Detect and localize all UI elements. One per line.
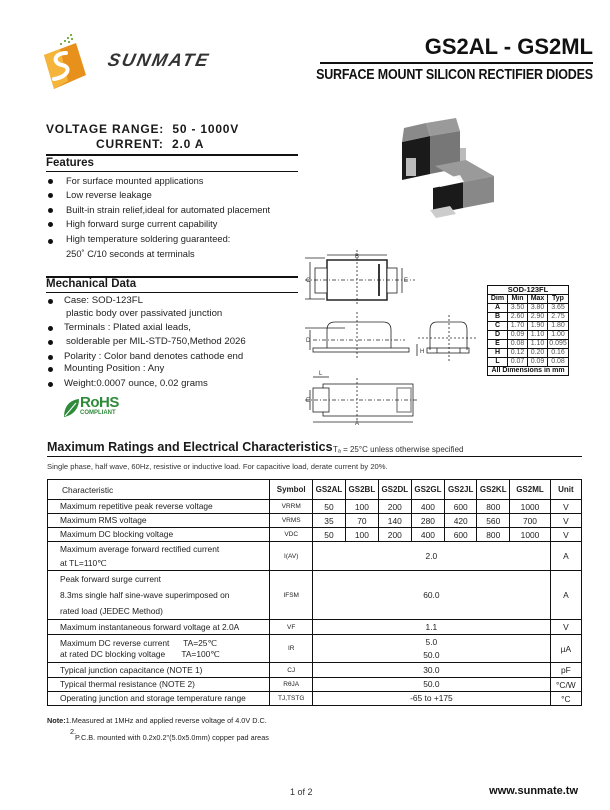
value-cell: 280 — [411, 514, 444, 528]
mech-item — [64, 351, 243, 362]
dim-table-row — [488, 322, 569, 331]
feature-text: For surface mounted applications — [66, 176, 204, 186]
bullet-icon — [48, 222, 53, 227]
feature-item — [66, 176, 203, 186]
bullet-icon — [48, 179, 53, 184]
brand-name: SUNMATE — [105, 50, 212, 70]
characteristic-cell — [48, 571, 270, 620]
mechanical-title: Mechanical Data — [46, 278, 137, 290]
dim-label-e2: E — [306, 398, 311, 404]
mechanical-list — [66, 295, 306, 395]
value-text: 60.0 — [423, 589, 440, 600]
dim-table-row — [488, 304, 569, 313]
ratings-row — [48, 528, 582, 542]
characteristic-text: Operating junction and storage temperature range — [60, 693, 246, 703]
shared-value-cell — [313, 678, 551, 692]
characteristic-text: Typical junction capacitance (NOTE 1) — [60, 664, 203, 675]
characteristic-cell — [48, 620, 270, 635]
note-2-number: 2. — [70, 727, 77, 736]
bullet-icon — [48, 239, 53, 244]
header-characteristic: Characteristic — [48, 480, 270, 500]
ratings-row — [48, 620, 582, 635]
header-part-number: GS2KL — [477, 480, 510, 500]
features-bottom-rule — [46, 171, 298, 172]
dim-value: 0.08 — [548, 358, 569, 367]
mech-item — [64, 322, 191, 333]
value-text: 50.0 — [423, 679, 440, 689]
ratings-title: Maximum Ratings and Electrical Characteristics — [47, 440, 333, 454]
current-value: 2.0 A — [172, 137, 205, 151]
feature-continuation: 250˚ C/10 seconds at terminals — [66, 249, 195, 259]
dimension-table — [487, 285, 569, 376]
dim-value: 0.12 — [508, 349, 528, 358]
dim-name: L — [488, 358, 508, 367]
characteristic-cell — [48, 663, 270, 678]
value-cell: 800 — [477, 528, 510, 542]
characteristic-text: Maximum instantaneous forward voltage at 2.0A — [60, 621, 240, 632]
header-unit: Unit — [550, 480, 581, 500]
rohs-title: RoHS — [80, 394, 119, 411]
mech-item — [64, 363, 164, 374]
header-part-number: GS2BL — [345, 480, 378, 500]
features-top-rule — [46, 154, 298, 156]
value-text: -65 to +175 — [410, 693, 453, 703]
feature-item — [66, 205, 270, 215]
mech-value: : Plated axial leads, — [105, 322, 191, 333]
header-part-number: GS2ML — [510, 480, 551, 500]
dim-label-e: E — [404, 278, 409, 284]
characteristic-text: rated load (JEDEC Method) — [60, 606, 163, 616]
value-cell: 400 — [411, 500, 444, 514]
note-1 — [47, 716, 267, 725]
shared-value-cell — [313, 620, 551, 635]
unit-cell: °C/W — [550, 678, 581, 692]
dim-value: 2.60 — [508, 313, 528, 322]
ratings-row — [48, 571, 582, 620]
dim-table-footer-row — [488, 367, 569, 376]
package-outline-drawing — [305, 250, 485, 425]
ratings-table-body — [48, 500, 582, 706]
mech-value: : Color band denotes cathode end — [96, 351, 244, 362]
symbol-cell: I(AV) — [270, 542, 313, 571]
document-title: GS2AL - GS2ML — [424, 34, 593, 59]
header-part-number: GS2GL — [411, 480, 444, 500]
dim-value: 0.095 — [549, 340, 567, 347]
ratings-row — [48, 542, 582, 571]
note-2-text: P.C.B. mounted with 0.2x0.2"(5.0x5.0mm) copper pad areas — [75, 733, 269, 742]
note-1-text: 1.Measured at 1MHz and applied reverse voltage of 4.0V D.C. — [65, 716, 267, 725]
characteristic-text: Maximum DC reverse current TA=25℃ — [60, 637, 217, 648]
dim-value: 1.10 — [528, 340, 548, 349]
value-cell: 420 — [445, 514, 477, 528]
mech-label: Mounting Position — [64, 363, 141, 374]
value-cell: 200 — [378, 500, 411, 514]
ratings-row — [48, 678, 582, 692]
features-list — [66, 176, 306, 266]
feature-item — [66, 234, 230, 244]
shared-value-cell — [313, 542, 551, 571]
dim-value: 3.65 — [548, 304, 569, 313]
mech-value: : Any — [140, 363, 165, 374]
dim-table-title: SOD-123FL — [488, 286, 569, 295]
features-title: Features — [46, 157, 94, 169]
header-part-number: GS2JL — [445, 480, 477, 500]
value-cell: 200 — [378, 528, 411, 542]
dim-label-a: A — [355, 421, 360, 425]
characteristic-text: at TL=110℃ — [60, 558, 107, 568]
dim-value: 1.80 — [548, 322, 569, 331]
feature-item — [66, 219, 217, 229]
value-text: 1.1 — [425, 621, 438, 632]
dim-table-row — [488, 340, 569, 349]
dim-name: B — [488, 313, 508, 322]
dim-name: A — [488, 304, 508, 313]
dim-label-l: L — [319, 371, 323, 377]
characteristic-cell — [48, 514, 270, 528]
note-label: Note: — [47, 716, 66, 725]
value-cell: 600 — [445, 500, 477, 514]
value-cell: 700 — [510, 514, 551, 528]
ratings-row — [48, 514, 582, 528]
value-text: 2.0 — [425, 550, 438, 561]
bullet-icon — [48, 299, 53, 304]
bullet-icon — [48, 355, 53, 360]
feature-text: High forward surge current capability — [66, 219, 218, 229]
sunmate-logo-icon — [40, 33, 88, 93]
characteristic-text: Typical thermal resistance (NOTE 2) — [60, 679, 195, 689]
value-cell: 100 — [345, 528, 378, 542]
dim-value: 0.20 — [528, 349, 548, 358]
feature-text: High temperature soldering guaranteed: — [66, 234, 231, 244]
value-cell: 800 — [477, 500, 510, 514]
dim-table-row — [488, 358, 569, 367]
dim-label-h: H — [420, 349, 425, 355]
value-cell: 600 — [445, 528, 477, 542]
unit-cell: A — [550, 571, 581, 620]
product-package-image — [400, 118, 502, 226]
dim-value: 1.70 — [508, 322, 528, 331]
unit-cell: V — [550, 514, 581, 528]
voltage-range — [46, 122, 239, 136]
rohs-badge — [62, 396, 142, 422]
symbol-cell: IFSM — [270, 571, 313, 620]
unit-cell: V — [550, 500, 581, 514]
characteristic-cell — [48, 692, 270, 706]
mech-item — [64, 295, 143, 306]
symbol-cell: VDC — [270, 528, 313, 542]
dim-label-c: C — [306, 278, 311, 284]
value-text: 5.0 — [425, 636, 438, 647]
value-cell: 1000 — [510, 528, 551, 542]
mech-value: SOD-123FL — [89, 295, 143, 306]
mech-label: Case: — [64, 295, 90, 306]
value-cell: 50 — [313, 528, 346, 542]
dim-header: Dim — [488, 295, 508, 304]
symbol-cell: CJ — [270, 663, 313, 678]
characteristic-text: Peak forward surge current — [60, 574, 162, 584]
header-part-number: GS2AL — [313, 480, 346, 500]
ratings-note: Single phase, half wave, 60Hz, resistive or inductive load. For capacitive load, derate current by 20%. — [47, 462, 388, 471]
current-label: CURRENT: — [96, 137, 164, 151]
dim-name: E — [488, 340, 508, 349]
dim-table-row — [488, 349, 569, 358]
dim-value: 2.75 — [548, 313, 569, 322]
unit-cell: V — [550, 620, 581, 635]
ratings-row — [48, 500, 582, 514]
characteristic-cell — [48, 500, 270, 514]
dim-table-row — [488, 313, 569, 322]
value-cell: 400 — [411, 528, 444, 542]
symbol-cell: TJ,TSTG — [270, 692, 313, 706]
ratings-header-row — [48, 480, 582, 500]
dim-label-b: B — [355, 254, 360, 260]
dim-value: 0.09 — [528, 358, 548, 367]
symbol-cell: VRRM — [270, 500, 313, 514]
current-rating — [96, 137, 204, 151]
shared-value-cell — [313, 635, 551, 663]
leaf-icon — [62, 398, 80, 418]
mech-value: Weight:0.0007 ounce, 0.02 grams — [64, 378, 208, 389]
mech-item: plastic body over passivated junction — [66, 308, 223, 319]
unit-cell: pF — [550, 663, 581, 678]
dim-value: 3.50 — [508, 304, 528, 313]
ratings-row — [48, 692, 582, 706]
symbol-cell: VRMS — [270, 514, 313, 528]
dim-value: 1.00 — [548, 331, 569, 340]
value-cell: 50 — [313, 500, 346, 514]
title-divider — [320, 62, 593, 64]
mech-value: solderable per MIL-STD-750,Method 2026 — [66, 336, 246, 347]
dim-value: 3.80 — [528, 304, 548, 313]
characteristic-text: Maximum average forward rectified current — [60, 544, 220, 554]
dim-value: 1.90 — [528, 322, 548, 331]
characteristic-cell — [48, 542, 270, 571]
value-cell: 70 — [345, 514, 378, 528]
ratings-row — [48, 663, 582, 678]
dim-table-footer: All Dimensions in mm — [488, 367, 569, 376]
bullet-icon — [48, 208, 53, 213]
dim-table-header-row — [488, 295, 569, 304]
dim-header: Max — [528, 295, 548, 304]
dim-value: 2.90 — [528, 313, 548, 322]
voltage-range-value: 50 - 1000V — [172, 122, 240, 136]
symbol-cell: VF — [270, 620, 313, 635]
symbol-cell: IR — [270, 635, 313, 663]
dim-label-d: D — [306, 338, 311, 344]
value-cell: 100 — [345, 500, 378, 514]
voltage-range-label: VOLTAGE RANGE: — [46, 122, 165, 136]
dim-name: D — [488, 331, 508, 340]
bullet-icon — [48, 326, 53, 331]
ratings-table — [47, 479, 582, 706]
dim-value: 0.07 — [508, 358, 528, 367]
dim-value: 0.16 — [548, 349, 569, 358]
bullet-icon — [48, 382, 53, 387]
page-number: 1 of 2 — [290, 787, 313, 797]
unit-cell: A — [550, 542, 581, 571]
bullet-icon — [48, 193, 53, 198]
value-cell: 1000 — [510, 500, 551, 514]
characteristic-text: Maximum RMS voltage — [60, 515, 147, 525]
shared-value-cell — [313, 663, 551, 678]
characteristic-text: at rated DC blocking voltage TA=100℃ — [60, 648, 220, 659]
feature-item — [66, 190, 152, 200]
mechanical-bottom-rule — [46, 292, 298, 293]
characteristic-cell — [48, 528, 270, 542]
characteristic-text: Maximum DC blocking voltage — [60, 529, 174, 539]
unit-cell: µA — [550, 635, 581, 663]
header-part-number: GS2DL — [378, 480, 411, 500]
document-subtitle: SURFACE MOUNT SILICON RECTIFIER DIODES — [316, 67, 593, 83]
dim-value: 1.10 — [528, 331, 548, 340]
value-cell: 560 — [477, 514, 510, 528]
characteristic-text: 8.3ms single half sine-wave superimposed on — [60, 590, 230, 600]
value-cell: 35 — [313, 514, 346, 528]
dim-value: 0.09 — [508, 331, 528, 340]
dim-header: Typ — [548, 295, 569, 304]
mech-label: Polarity — [64, 351, 96, 362]
rohs-subtitle: COMPLIANT — [80, 410, 116, 416]
value-text: 50.0 — [423, 649, 440, 660]
dim-table-body — [488, 304, 569, 367]
value-cell: 140 — [378, 514, 411, 528]
unit-cell: V — [550, 528, 581, 542]
dim-table-row — [488, 331, 569, 340]
mech-label: Terminals — [64, 322, 106, 333]
mech-item — [66, 336, 246, 347]
characteristic-text: Maximum repetitive peak reverse voltage — [60, 501, 213, 511]
dim-table-title-row — [488, 286, 569, 295]
dim-name: C — [488, 322, 508, 331]
characteristic-cell — [48, 635, 270, 663]
website-link[interactable]: www.sunmate.tw — [489, 785, 578, 797]
ratings-divider — [47, 456, 582, 457]
value-text: 30.0 — [423, 664, 440, 675]
bullet-icon — [48, 340, 53, 345]
shared-value-cell — [313, 692, 551, 706]
bullet-icon — [48, 367, 53, 372]
shared-value-cell — [313, 571, 551, 620]
dim-header: Min — [508, 295, 528, 304]
unit-cell: °C — [550, 692, 581, 706]
characteristic-cell — [48, 678, 270, 692]
mech-item — [64, 378, 208, 389]
feature-text: Built-in strain relief,ideal for automated placement — [66, 205, 271, 215]
dim-name: H — [488, 349, 508, 358]
header-symbol: Symbol — [270, 480, 313, 500]
dim-value: 0.08 — [508, 340, 528, 349]
feature-text: Low reverse leakage — [66, 190, 152, 200]
ratings-condition: Tₐ = 25°C unless otherwise specified — [333, 445, 464, 454]
ratings-row — [48, 635, 582, 663]
symbol-cell: RθJA — [270, 678, 313, 692]
